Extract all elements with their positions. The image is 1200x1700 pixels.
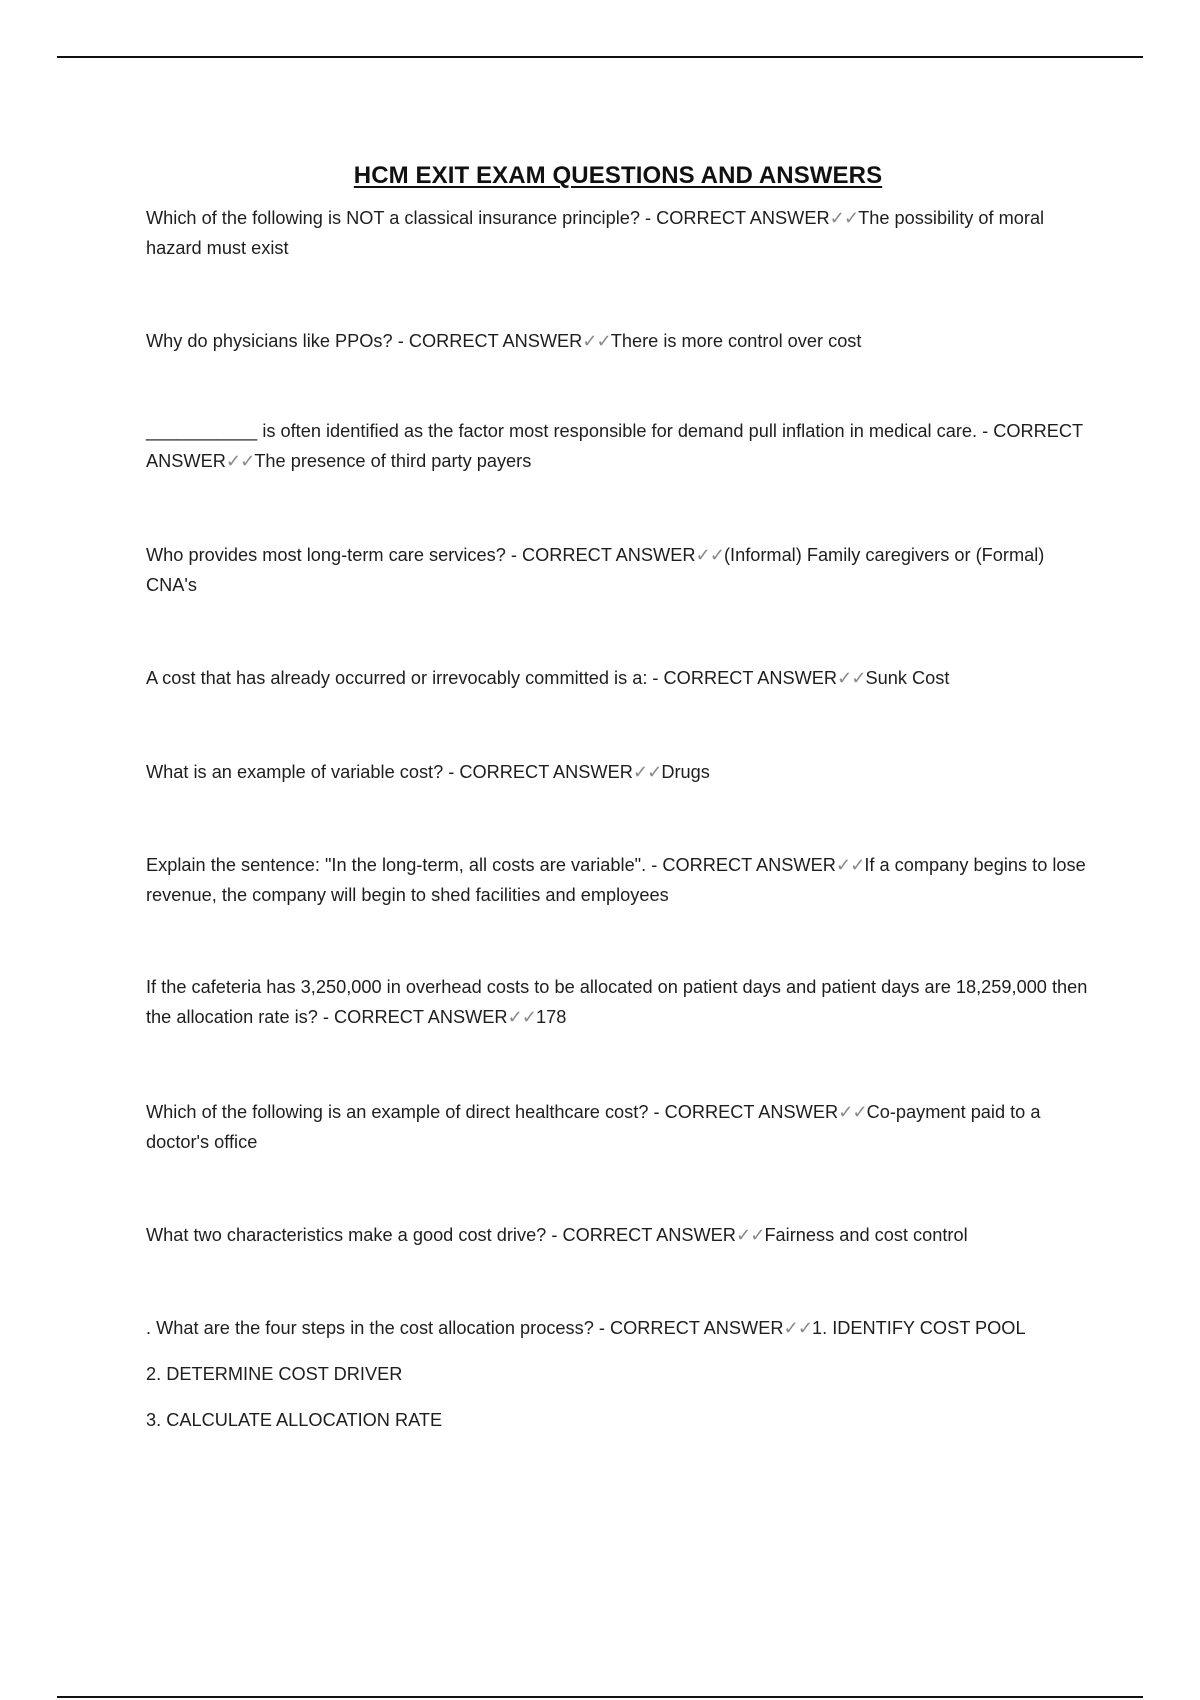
question-text: Which of the following is NOT a classical insurance principle? - [146,208,657,228]
qa-item-9 [146,1097,1096,1157]
qa-item-4 [146,540,1096,600]
double-check-icon: ✓✓ [735,1225,765,1245]
question-text: Explain the sentence: "In the long-term, all costs are variable". - [146,855,663,875]
top-horizontal-rule [57,56,1143,58]
correct-answer-marker: CORRECT ANSWER [562,1225,736,1245]
question-text: Why do physicians like PPOs? - [146,331,409,351]
answer-text: 178 [536,1007,567,1027]
qa-item-8 [146,972,1096,1032]
qa-item-3 [146,416,1106,476]
double-check-icon: ✓✓ [632,762,662,782]
answer-text: (Informal) Family caregivers or (Formal) CNA's [146,545,1045,595]
question-text: . What are the four steps in the cost allocation process? - [146,1318,611,1338]
double-check-icon: ✓✓ [838,1102,867,1122]
correct-answer-marker: CORRECT ANSWER [664,1102,839,1122]
answer-text: There is more control over cost [610,331,862,351]
correct-answer-marker: CORRECT ANSWER [663,668,838,688]
answer-text: The presence of third party payers [254,451,532,471]
question-text: If the cafeteria has 3,250,000 in overhead costs to be allocated on patient days and patient days are 18,259,000 then the allocation rate is? - [146,977,1088,1027]
bottom-horizontal-rule [57,1696,1143,1698]
answer-text: Co-payment paid to a doctor's office [146,1102,1041,1152]
double-check-icon: ✓✓ [829,208,859,228]
correct-answer-marker: CORRECT ANSWER [408,331,583,351]
correct-answer-marker: CORRECT ANSWER [662,855,836,875]
correct-answer-marker: CORRECT ANSWER [610,1318,784,1338]
answer-text: Drugs [661,762,710,782]
answer-text: If a company begins to lose revenue, the company will begin to shed facilities and employees [146,855,1086,905]
qa-item-10 [146,1220,1096,1250]
answer-text: Sunk Cost [865,668,950,688]
qa-item-11 [146,1313,1156,1343]
question-text: ___________ is often identified as the factor most responsible for demand pull inflation in medical care. - [146,421,994,441]
double-check-icon: ✓✓ [837,668,866,688]
double-check-icon: ✓✓ [507,1007,537,1027]
answer-text: 1. IDENTIFY COST POOL [811,1318,1026,1338]
question-text: Which of the following is an example of direct healthcare cost? - [146,1102,665,1122]
correct-answer-marker: CORRECT ANSWER [146,421,1083,471]
question-text: A cost that has already occurred or irrevocably committed is a: - [146,668,664,688]
allocation-step-2: 2. DETERMINE COST DRIVER [146,1364,403,1384]
qa-item-7 [146,850,1096,910]
qa-item-6 [146,757,1096,787]
allocation-step-3: 3. CALCULATE ALLOCATION RATE [146,1410,443,1430]
correct-answer-marker: CORRECT ANSWER [334,1007,508,1027]
qa-item-2 [146,326,1096,356]
qa-item-5 [146,663,1096,693]
question-text: Who provides most long-term care services? - [146,545,522,565]
answer-text: Fairness and cost control [764,1225,968,1245]
double-check-icon: ✓✓ [225,451,255,471]
double-check-icon: ✓✓ [835,855,865,875]
correct-answer-marker: CORRECT ANSWER [522,545,696,565]
double-check-icon: ✓✓ [783,1318,812,1338]
qa-item-1 [146,203,1096,263]
double-check-icon: ✓✓ [695,545,724,565]
page-title: HCM EXIT EXAM QUESTIONS AND ANSWERS [353,162,883,190]
correct-answer-marker: CORRECT ANSWER [656,208,830,228]
answer-text: The possibility of moral hazard must exist [146,208,1045,258]
correct-answer-marker: CORRECT ANSWER [459,762,633,782]
question-text: What is an example of variable cost? - [146,762,460,782]
double-check-icon: ✓✓ [582,331,611,351]
question-text: What two characteristics make a good cost drive? - [146,1225,563,1245]
